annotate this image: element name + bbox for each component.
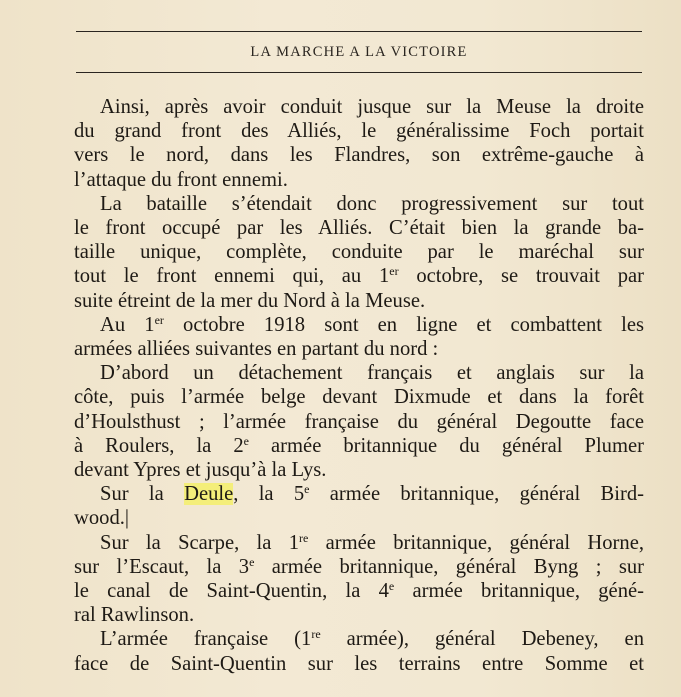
text-line: Au 1er octobre 1918 sont en ligne et combattent les (100, 312, 644, 336)
text-line: sur l’Escaut, la 3e armée britannique, général Byng ; sur (74, 554, 644, 578)
text-line: taille unique, complète, conduite par le maréchal sur (74, 241, 644, 264)
text-line: du grand front des Alliés, le généralissime Foch portait (74, 120, 644, 143)
text-line: suite étreint de la mer du Nord à la Meuse. (74, 289, 426, 312)
highlighted-word: Deule (184, 483, 234, 506)
text-line: wood.| (74, 507, 130, 530)
text-line: l’attaque du front ennemi. (74, 168, 288, 191)
text-line: devant Ypres et jusqu’à la Lys. (74, 459, 327, 482)
header-top-rule (76, 31, 642, 32)
text-line: ral Rawlinson. (74, 604, 195, 627)
text-line: tout le front ennemi qui, au 1er octobre, se trouvait par (74, 264, 645, 288)
text-line: côte, puis l’armée belge devant Dixmude et dans la forêt (74, 386, 644, 409)
text-line: le front occupé par les Alliés. C’était bien la grande ba- (74, 217, 644, 240)
text-line: Sur la Deule, la 5e armée britannique, général Bird- (100, 482, 644, 506)
text-line: Ainsi, après avoir conduit jusque sur la Meuse la droite (100, 96, 644, 118)
text-line: d’Houlsthust ; l’armée française du général Degoutte face (74, 410, 644, 433)
header-bottom-rule (76, 72, 642, 73)
text-line: Sur la Scarpe, la 1re armée britannique, général Horne, (100, 530, 644, 554)
text-line: La bataille s’étendait donc progressivement sur tout (100, 192, 644, 215)
text-line: face de Saint-Quentin sur les terrains entre Somme et (74, 652, 644, 675)
body-text (74, 95, 644, 676)
text-line: D’abord un détachement français et anglais sur la (100, 362, 644, 385)
text-line: le canal de Saint-Quentin, la 4e armée britannique, géné- (74, 579, 644, 603)
text-line: vers le nord, dans les Flandres, son extrême-gauche à (74, 144, 644, 167)
text-line: armées alliées suivantes en partant du nord : (74, 338, 439, 361)
text-line: L’armée française (1re armée), général Debeney, en (100, 627, 644, 651)
text-line: à Roulers, la 2e armée britannique du général Plumer (74, 433, 644, 457)
running-header: LA MARCHE A LA VICTOIRE (250, 44, 468, 60)
